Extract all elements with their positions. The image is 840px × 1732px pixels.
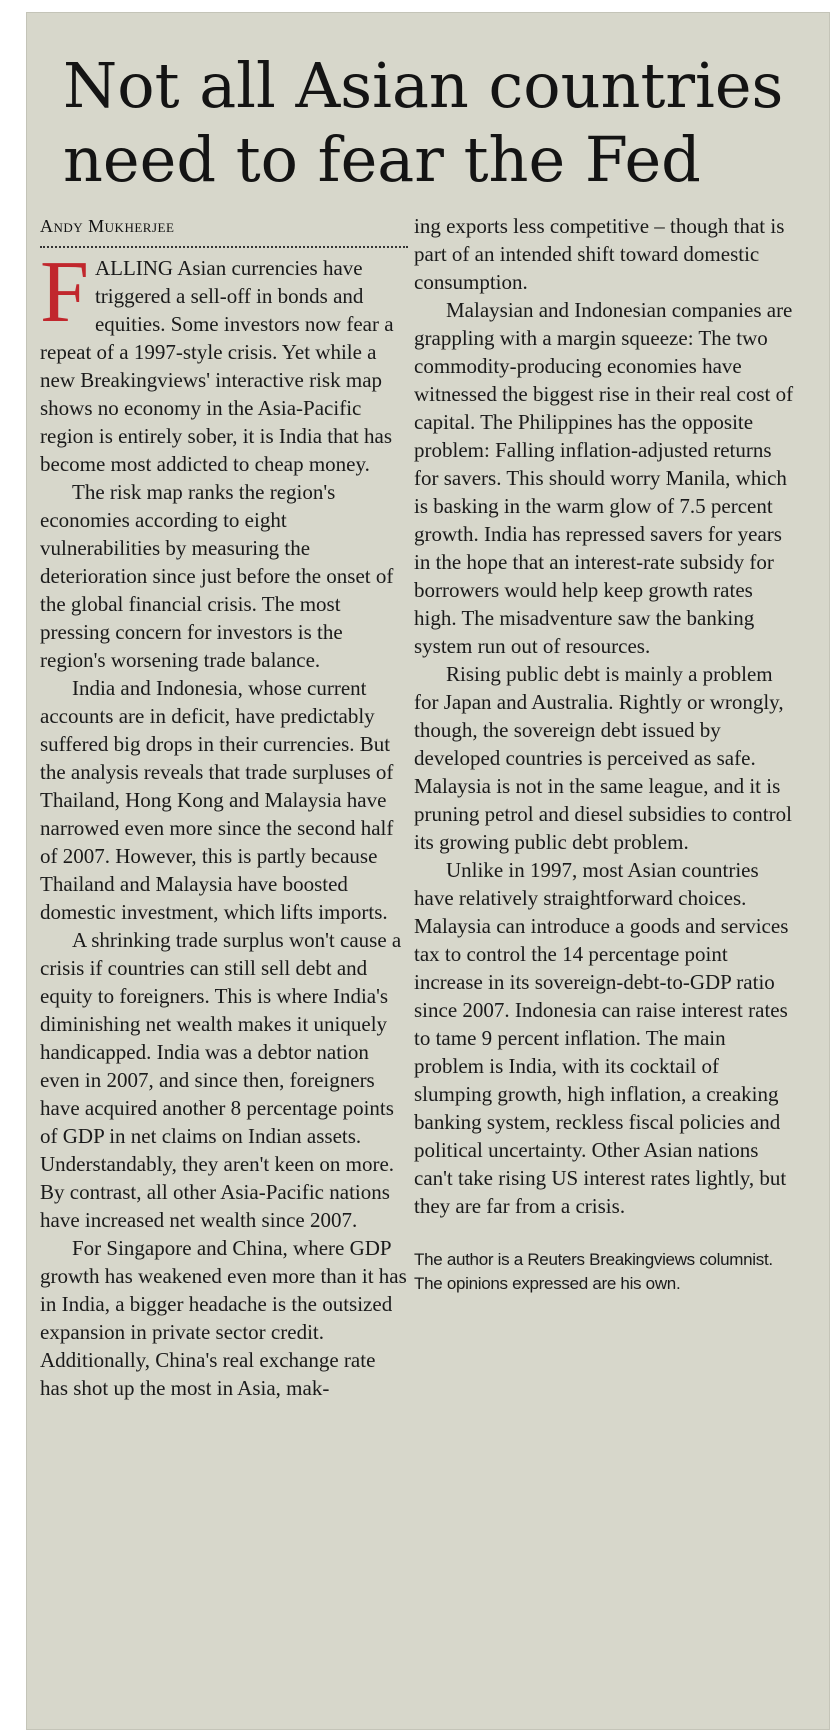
- paragraph-6: Malaysian and Indonesian companies are grappling with a margin squeeze: The two commodity-producing economies have witnessed the biggest rise in their real cost of capital. The Philippines has the opposite problem: Falling inflation-adjusted returns for savers. This should worry Manila, which is basking in the warm glow of 7.5 percent growth. India has repressed savers for years in the hope that an interest-rate subsidy for borrowers would help keep growth rates high. The misadventure saw the banking system run out of resources.: [414, 298, 794, 658]
- paragraph-8: Unlike in 1997, most Asian countries have relatively straightforward choices. Malaysia can introduce a goods and services tax to control the 14 percentage point increase in its sovereign-debt-to-GDP ratio since 2007. Indonesia can raise interest rates to tame 9 percent inflation. The main problem is India, with its cocktail of slumping growth, high inflation, a creaking banking system, reckless fiscal policies and political uncertainty. Other Asian nations can't take rising US interest rates lightly, but they are far from a crisis.: [414, 858, 789, 1218]
- paragraph-7: Rising public debt is mainly a problem for Japan and Australia. Rightly or wrongly, though, the sovereign debt issued by developed countries is perceived as safe. Malaysia is not in the same league, and it is pruning petrol and diesel subsidies to control its growing public debt problem.: [414, 662, 792, 854]
- paragraph-4: A shrinking trade surplus won't cause a crisis if countries can still sell debt and equity to foreigners. This is where India's diminishing net wealth makes it uniquely handicapped. India was a debtor nation even in 2007, and since then, foreigners have acquired another 8 percentage points of GDP in net claims on Indian assets. Understandably, they aren't keen on more. By contrast, all other Asia-Pacific nations have increased net wealth since 2007.: [40, 928, 402, 1232]
- author-footnote: The author is a Reuters Breakingviews columnist. The opinions expressed are his own.: [414, 1250, 773, 1293]
- lead-word: ALLING: [94, 256, 174, 280]
- article-column-left: [40, 212, 408, 1402]
- headline-line-1: Not all Asian countries: [63, 49, 784, 122]
- article-column-right: [414, 212, 794, 1296]
- dropcap: F: [40, 244, 89, 341]
- paragraph-2: The risk map ranks the region's economies according to eight vulnerabilities by measuring the deterioration since just before the onset of the global financial crisis. The most pressing concern for investors is the region's worsening trade balance.: [40, 480, 394, 672]
- lead-paragraph: [40, 244, 408, 478]
- byline: Andy Mukherjee: [40, 216, 175, 236]
- paragraph-5: For Singapore and China, where GDP growth has weakened even more than it has in India, a bigger headache is the outsized expansion in private sector credit. Additionally, China's real exchange rate has shot up the most in Asia, mak-: [40, 1236, 407, 1400]
- paragraph-3: India and Indonesia, whose current accounts are in deficit, have predictably suffered big drops in their currencies. But the analysis reveals that trade surpluses of Thailand, Hong Kong and Malaysia have narrowed even more since the second half of 2007. However, this is partly because Thailand and Malaysia have boosted domestic investment, which lifts imports.: [40, 676, 394, 924]
- byline-divider: [40, 246, 408, 248]
- headline: [63, 49, 823, 197]
- headline-line-2: need to fear the Fed: [63, 123, 701, 196]
- lead-text: Asian currencies have triggered a sell-off in bonds and equities. Some investors now fear a repeat of a 1997-style crisis. Yet while a new Breakingviews' interactive risk map shows no economy in the Asia-Pacific region is entirely sober, it is India that has become most addicted to cheap money.: [40, 256, 394, 476]
- paragraph-5-continued: ing exports less competitive – though that is part of an intended shift toward domestic consumption.: [414, 214, 785, 294]
